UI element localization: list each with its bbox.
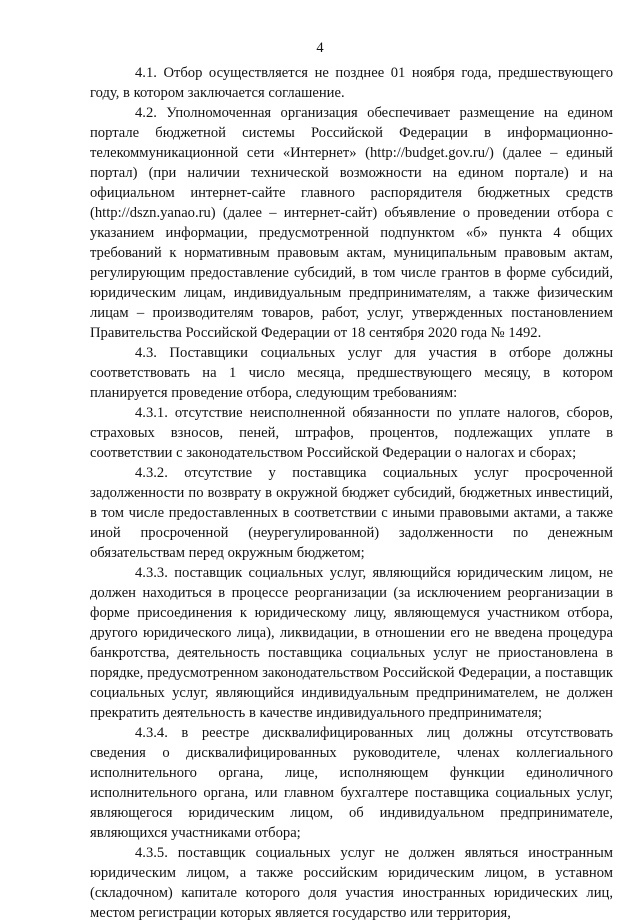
paragraph-4-1: 4.1. Отбор осуществляется не позднее 01 ноября года, предшествующего году, в котором заключается соглашение. xyxy=(90,65,613,101)
paragraph-4-2: 4.2. Уполномоченная организация обеспечивает размещение на едином портале бюджетной системы Российской Федерации в информационно-телекоммуникационной сети «Интернет» (http://budget.gov.ru/) (далее – единый портал) (при наличии технической возможности на едином портале) и на официальном интернет-сайте главного распорядителя бюджетных средств (http://dszn.yanao.ru) (далее – интернет-сайт) объявление о проведении отбора с указанием информации, предусмотренной подпунктом «б» пункта 4 общих требований к нормативным правовым актам, муниципальным правовым актам, регулирующим предоставление субсидий, в том числе грантов в форме субсидий, юридическим лицам, индивидуальным предпринимателям, а также физическим лицам – производителям товаров, работ, услуг, утвержденных постановлением Правительства Российской Федерации от 18 сентября 2020 года № 1492. xyxy=(90,105,613,341)
paragraph-4-3-3: 4.3.3. поставщик социальных услуг, являющийся юридическим лицом, не должен находиться в процессе реорганизации (за исключением реорганизации в форме присоединения к юридическому лицу, являющемуся участником отбора, другого юридического лица), ликвидации, в отношении его не введена процедура банкротства, деятельность поставщика социальных услуг не приостановлена в порядке, предусмотренном законодательством Российской Федерации, а поставщик социальных услуг, являющийся индивидуальным предпринимателем, не должен прекратить деятельность в качестве индивидуального предпринимателя; xyxy=(90,565,613,721)
paragraph-4-3-1: 4.3.1. отсутствие неисполненной обязанности по уплате налогов, сборов, страховых взносов, пеней, штрафов, процентов, подлежащих уплате в соответствии с законодательством Российской Федерации о налогах и сборах; xyxy=(90,405,613,461)
page-number: 4 xyxy=(316,40,324,56)
paragraph-4-3-4: 4.3.4. в реестре дисквалифицированных лиц должны отсутствовать сведения о дисквалифицированных руководителе, членах коллегиального исполнительного органа, лице, исполняющем функции единоличного исполнительного органа, или главном бухгалтере поставщика социальных услуг, являющегося юридическим лицом, об индивидуальном предпринимателе, являющихся участниками отбора; xyxy=(90,725,613,841)
document-body xyxy=(90,63,613,923)
paragraph-4-3: 4.3. Поставщики социальных услуг для участия в отборе должны соответствовать на 1 число месяца, предшествующего месяцу, в котором планируется проведение отбора, следующим требованиям: xyxy=(90,345,613,401)
paragraph-4-3-5: 4.3.5. поставщик социальных услуг не должен являться иностранным юридическим лицом, а также российским юридическим лицом, в уставном (складочном) капитале которого доля участия иностранных юридических лиц, местом регистрации которых является государство или территория, xyxy=(90,845,613,921)
paragraph-4-3-2: 4.3.2. отсутствие у поставщика социальных услуг просроченной задолженности по возврату в окружной бюджет субсидий, бюджетных инвестиций, в том числе предоставленных в соответствии с иными правовыми актами, а также иной просроченной (неурегулированной) задолженности по денежным обязательствам перед окружным бюджетом; xyxy=(90,465,613,561)
